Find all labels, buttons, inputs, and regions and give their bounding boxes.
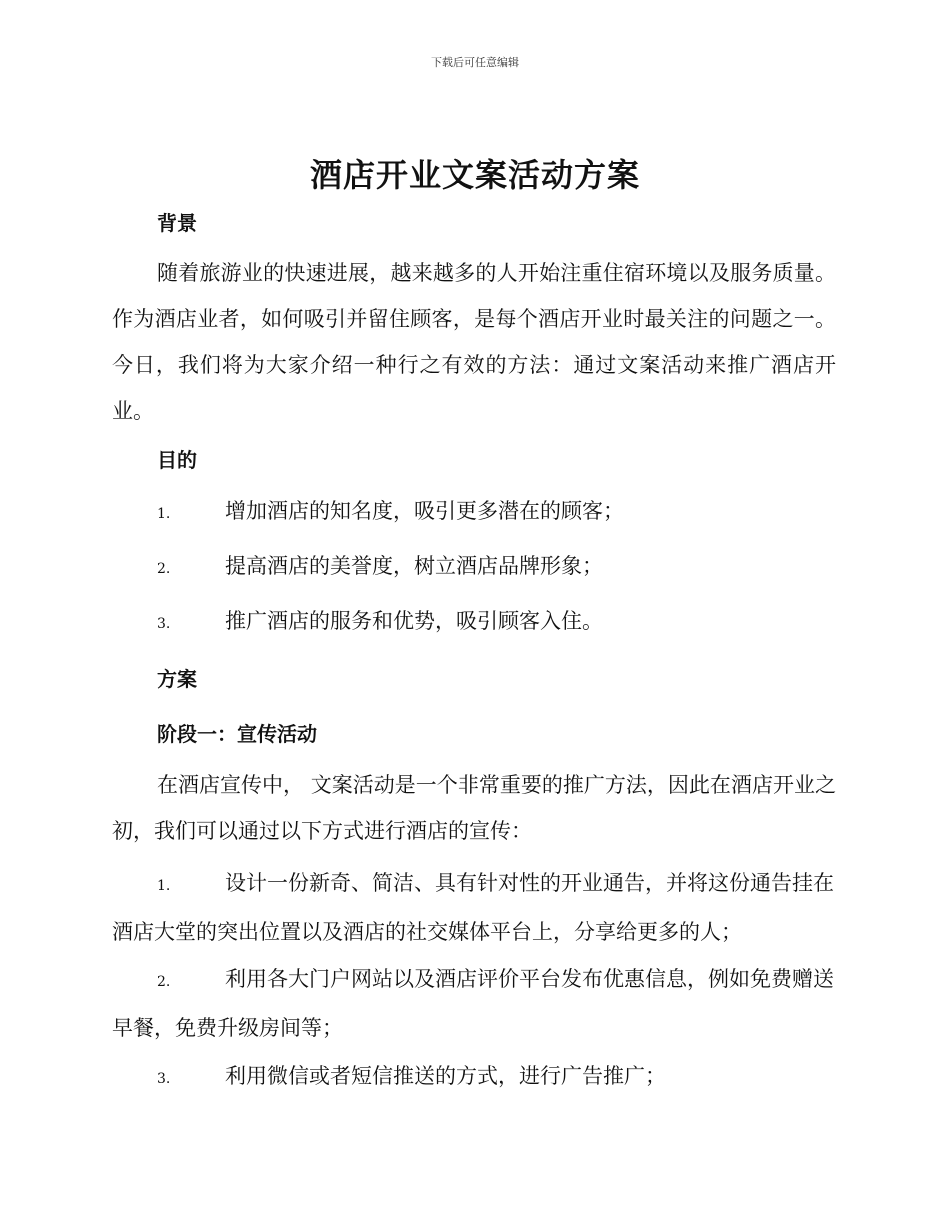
- heading-purpose: 目的: [157, 448, 197, 472]
- list-number: 1.: [157, 878, 171, 894]
- stage-1-list-item: [112, 1053, 836, 1102]
- list-text: 利用各大门户网站以及酒店评价平台发布优惠信息，例如免费赠送早餐，免费升级房间等；: [112, 967, 834, 1040]
- background-paragraph: 随着旅游业的快速进展，越来越多的人开始注重住宿环境以及服务质量。作为酒店业者，如何吸引并留住顾客，是每个酒店开业时最关注的问题之一。今日，我们将为大家介绍一种行之有效的方法：通过文案活动来推广酒店开业。: [112, 261, 836, 423]
- stage-1-intro: 在酒店宣传中， 文案活动是一个非常重要的推广方法，因此在酒店开业之初，我们可以通过以下方式进行酒店的宣传：: [112, 773, 836, 843]
- stage-1-list-item: [112, 860, 836, 955]
- list-number: 2.: [157, 974, 171, 990]
- heading-background: 背景: [157, 211, 197, 235]
- purpose-list-item: [112, 488, 836, 537]
- heading-stage-1: 阶段一：宣传活动: [157, 722, 317, 746]
- stage-1-list-item: [112, 956, 836, 1051]
- heading-plan: 方案: [157, 667, 197, 691]
- list-text: 设计一份新奇、简洁、具有针对性的开业通告，并将这份通告挂在酒店大堂的突出位置以及酒店的社交媒体平台上，分享给更多的人；: [112, 871, 834, 944]
- list-number: 3.: [157, 1071, 171, 1087]
- purpose-list-item: [112, 543, 836, 592]
- list-text: 增加酒店的知名度，吸引更多潜在的顾客；: [225, 499, 624, 523]
- list-text: 利用微信或者短信推送的方式，进行广告推广；: [225, 1064, 666, 1088]
- list-text: 提高酒店的美誉度，树立酒店品牌形象；: [225, 554, 603, 578]
- purpose-list-item: [112, 598, 836, 647]
- list-number: 2.: [157, 561, 171, 577]
- document-title: 酒店开业文案活动方案: [309, 156, 640, 194]
- list-number: 3.: [157, 616, 171, 632]
- list-text: 推广酒店的服务和优势，吸引顾客入住。: [225, 609, 603, 633]
- list-number: 1.: [157, 506, 171, 522]
- header-note: 下载后可任意编辑: [431, 56, 519, 69]
